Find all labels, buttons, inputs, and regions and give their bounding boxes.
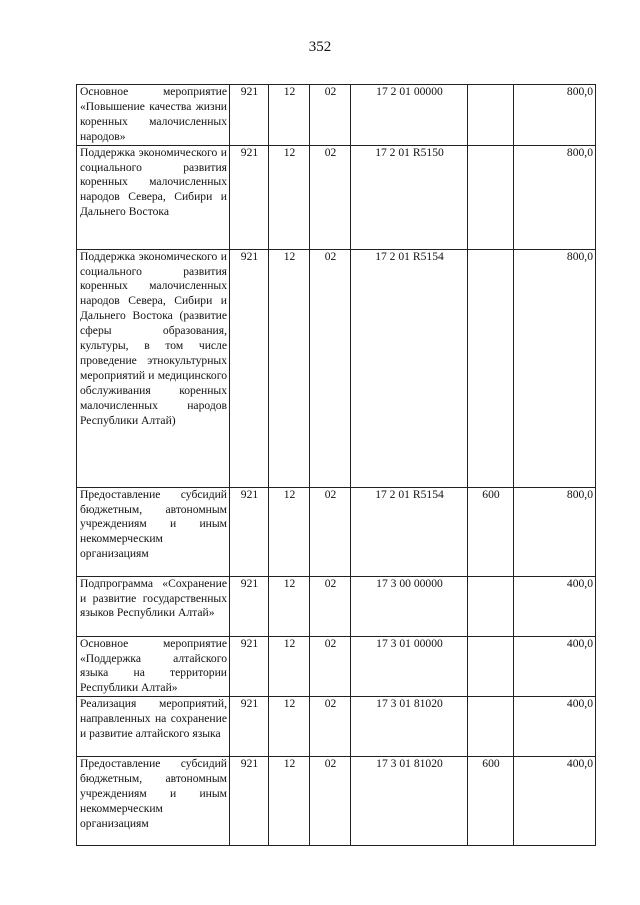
- amount-cell: 400,0: [514, 697, 596, 757]
- amount-cell: 400,0: [514, 636, 596, 697]
- target-code-cell: 17 2 01 R5154: [351, 249, 468, 487]
- admin-code-cell: 921: [230, 697, 269, 757]
- section-code-cell: 12: [269, 85, 310, 146]
- subsection-code-cell: 02: [310, 636, 351, 697]
- target-code-cell: 17 2 01 R5154: [351, 487, 468, 576]
- section-code-cell: 12: [269, 757, 310, 846]
- row-name-cell: Подпрограмма «Сохранение и развитие государственных языков Республики Алтай»: [77, 576, 230, 636]
- target-code-cell: 17 3 01 81020: [351, 757, 468, 846]
- target-code-cell: 17 3 00 00000: [351, 576, 468, 636]
- target-code-cell: 17 2 01 R5150: [351, 145, 468, 249]
- row-name-cell: Поддержка экономического и социального развития коренных малочисленных народов Севера, Сибири и Дальнего Востока: [77, 145, 230, 249]
- subsection-code-cell: 02: [310, 85, 351, 146]
- table-row: [77, 249, 596, 487]
- expense-type-cell: 600: [468, 487, 514, 576]
- amount-cell: 800,0: [514, 487, 596, 576]
- section-code-cell: 12: [269, 636, 310, 697]
- amount-cell: 800,0: [514, 85, 596, 146]
- admin-code-cell: 921: [230, 576, 269, 636]
- row-name-cell: Реализация мероприятий, направленных на сохранение и развитие алтайского языка: [77, 697, 230, 757]
- section-code-cell: 12: [269, 249, 310, 487]
- target-code-cell: 17 3 01 81020: [351, 697, 468, 757]
- expense-type-cell: [468, 697, 514, 757]
- table-row: [77, 576, 596, 636]
- expense-type-cell: [468, 576, 514, 636]
- section-code-cell: 12: [269, 145, 310, 249]
- table-row: [77, 145, 596, 249]
- table-row: [77, 697, 596, 757]
- row-name-cell: Основное мероприятие «Повышение качества жизни коренных малочисленных народов»: [77, 85, 230, 146]
- table-row: [77, 636, 596, 697]
- subsection-code-cell: 02: [310, 697, 351, 757]
- table-row: [77, 487, 596, 576]
- section-code-cell: 12: [269, 576, 310, 636]
- subsection-code-cell: 02: [310, 249, 351, 487]
- admin-code-cell: 921: [230, 487, 269, 576]
- subsection-code-cell: 02: [310, 487, 351, 576]
- admin-code-cell: 921: [230, 85, 269, 146]
- expense-type-cell: [468, 85, 514, 146]
- admin-code-cell: 921: [230, 757, 269, 846]
- row-name-cell: Поддержка экономического и социального развития коренных малочисленных народов Севера, Сибири и Дальнего Востока (развитие сферы образования, культуры, в том числе проведение этнокультурных мероприятий и медицинского обслуживания коренных малочисленных народов Республики Алтай): [77, 249, 230, 487]
- amount-cell: 400,0: [514, 757, 596, 846]
- table-row: [77, 757, 596, 846]
- target-code-cell: 17 3 01 00000: [351, 636, 468, 697]
- subsection-code-cell: 02: [310, 576, 351, 636]
- amount-cell: 400,0: [514, 576, 596, 636]
- expense-type-cell: [468, 145, 514, 249]
- subsection-code-cell: 02: [310, 757, 351, 846]
- table-row: [77, 85, 596, 146]
- section-code-cell: 12: [269, 487, 310, 576]
- expense-type-cell: 600: [468, 757, 514, 846]
- admin-code-cell: 921: [230, 636, 269, 697]
- row-name-cell: Предоставление субсидий бюджетным, автономным учреждениям и иным некоммерческим организациям: [77, 487, 230, 576]
- expense-type-cell: [468, 636, 514, 697]
- admin-code-cell: 921: [230, 249, 269, 487]
- section-code-cell: 12: [269, 697, 310, 757]
- row-name-cell: Основное мероприятие «Поддержка алтайского языка на территории Республики Алтай»: [77, 636, 230, 697]
- expense-type-cell: [468, 249, 514, 487]
- amount-cell: 800,0: [514, 145, 596, 249]
- budget-table: [76, 84, 596, 846]
- subsection-code-cell: 02: [310, 145, 351, 249]
- amount-cell: 800,0: [514, 249, 596, 487]
- target-code-cell: 17 2 01 00000: [351, 85, 468, 146]
- page-number: 352: [308, 39, 332, 55]
- row-name-cell: Предоставление субсидий бюджетным, автономным учреждениям и иным некоммерческим организациям: [77, 757, 230, 846]
- admin-code-cell: 921: [230, 145, 269, 249]
